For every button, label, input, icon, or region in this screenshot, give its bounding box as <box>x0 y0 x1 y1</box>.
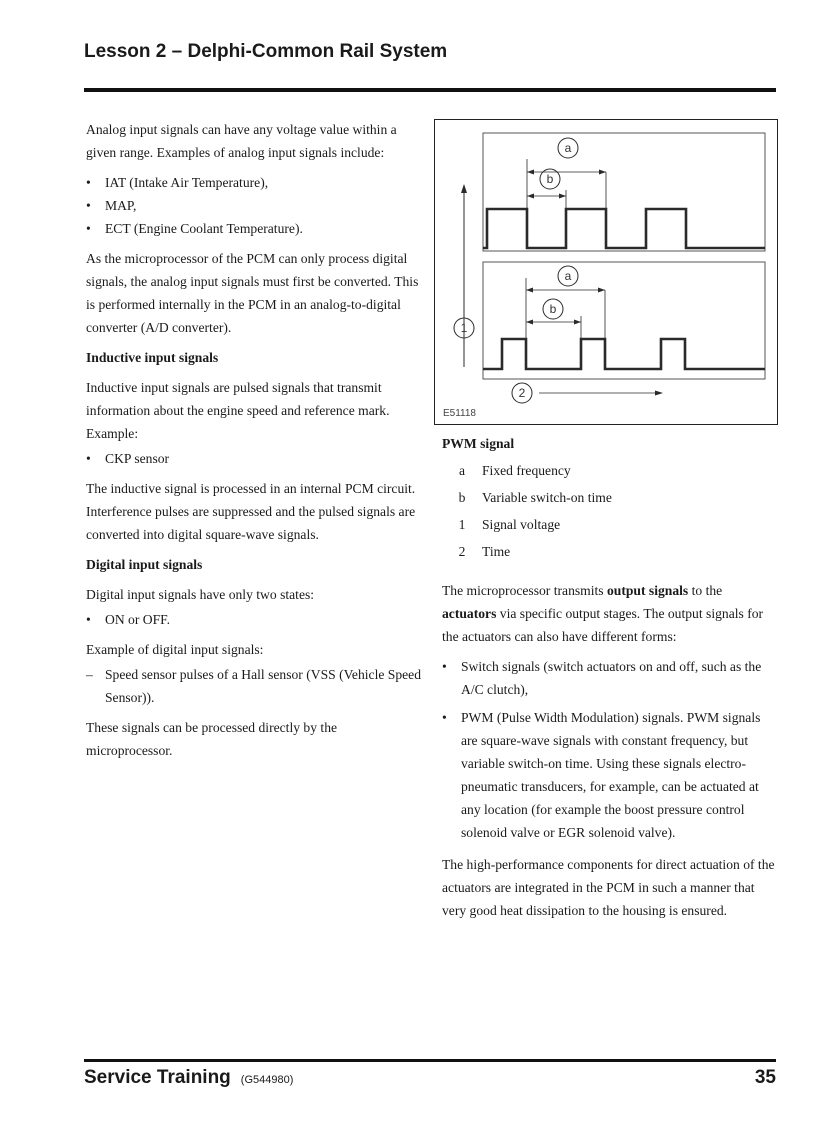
upper-panel-frame <box>483 133 765 251</box>
legend-key: a <box>458 463 466 478</box>
actuators-term: actuators <box>442 606 497 621</box>
inductive-paragraph: Inductive input signals are pulsed signals that transmit information about the engine speed and reference mark. Example: <box>86 380 390 441</box>
list-item-text: Speed sensor pulses of a Hall sensor (VSS (Vehicle Speed Sensor)). <box>105 667 421 705</box>
bullet-icon: • <box>86 451 91 466</box>
list-item-text: MAP, <box>105 198 137 213</box>
footer-rule <box>84 1059 776 1062</box>
callout-2-label: 2 <box>518 386 526 400</box>
list-item-text: IAT (Intake Air Temperature), <box>105 175 269 190</box>
legend-row <box>442 511 776 538</box>
callout-b-upper-label: b <box>546 172 554 186</box>
bullet-icon: • <box>442 659 447 674</box>
callout-a-upper-label: a <box>564 141 572 155</box>
upper-a-arrowhead-left <box>527 170 534 175</box>
bullet-icon: • <box>86 198 91 213</box>
list-item-text: Switch signals (switch actuators on and off, such as the A/C clutch), <box>461 659 762 697</box>
bullet-icon: • <box>86 221 91 236</box>
header-rule <box>84 88 776 92</box>
output-text-post: via specific output stages. The output signals for the actuators can also have different forms: <box>442 606 764 644</box>
page-header-title: Lesson 2 – Delphi-Common Rail System <box>84 41 448 62</box>
list-item <box>86 194 422 217</box>
list-item <box>86 663 422 709</box>
upper-square-wave <box>483 209 765 248</box>
pwm-signal-figure <box>434 119 778 425</box>
legend-key: b <box>458 490 466 505</box>
footer-title <box>84 1067 293 1091</box>
lower-square-wave <box>483 339 765 369</box>
output-forms-list <box>442 655 776 844</box>
list-item-text: ECT (Engine Coolant Temperature). <box>105 221 303 236</box>
list-item <box>442 655 776 701</box>
lower-b-arrowhead-right <box>574 320 581 325</box>
figure-caption-title: PWM signal <box>442 436 515 451</box>
list-item <box>86 171 422 194</box>
bullet-icon: • <box>86 175 91 190</box>
analog-intro: Analog input signals can have any voltage value within a given range. Examples of analog input signals include: <box>86 122 397 160</box>
callout-1-label: 1 <box>460 321 468 335</box>
list-item-text: CKP sensor <box>105 451 170 466</box>
pwm-signal-diagram <box>435 120 777 424</box>
digital-example-list <box>86 663 422 709</box>
lower-b-arrowhead-left <box>526 320 533 325</box>
legend-key: 2 <box>458 544 466 559</box>
closing-paragraph-right: The high-performance components for direct actuation of the actuators are integrated in the PCM in such a manner that very good heat dissipation to the housing is ensured. <box>442 857 775 918</box>
lower-a-arrowhead-left <box>526 288 533 293</box>
list-item <box>86 217 422 240</box>
legend-text: Fixed frequency <box>482 463 571 478</box>
output-signals-paragraph <box>442 579 776 648</box>
legend-text: Variable switch-on time <box>482 490 612 505</box>
upper-a-arrowhead-right <box>599 170 606 175</box>
output-text-pre: The microprocessor transmits <box>442 583 607 598</box>
footer-title-text: Service Training <box>84 1067 231 1088</box>
voltage-axis-arrowhead <box>461 184 467 193</box>
bullet-icon: • <box>442 710 447 725</box>
legend-row <box>442 457 776 484</box>
inductive-examples-list <box>86 447 422 470</box>
legend-key: 1 <box>458 517 466 532</box>
page-number: 35 <box>754 1067 776 1088</box>
output-signals-term: output signals <box>606 583 689 598</box>
list-item <box>86 447 422 470</box>
digital-paragraph: Digital input signals have only two states: <box>86 587 315 602</box>
list-item-text: PWM (Pulse Width Modulation) signals. PWM signals are square-wave signals with constant frequency, but variable switch-on time. Using these signals electro-pneumatic transducers, for example, can be actuated at any location (for example the boost pressure control solenoid valve or EGR solenoid valve). <box>461 710 761 840</box>
legend-text: Signal voltage <box>482 517 561 532</box>
list-item <box>442 706 776 844</box>
upper-b-arrowhead-left <box>527 194 534 199</box>
bullet-icon: • <box>86 612 91 627</box>
legend-row <box>442 484 776 511</box>
output-text-mid: to the <box>688 583 723 598</box>
digital-heading: Digital input signals <box>86 557 203 572</box>
callout-b-lower-label: b <box>549 302 557 316</box>
closing-paragraph-left: These signals can be processed directly by the microprocessor. <box>86 720 338 758</box>
time-axis-arrowhead <box>655 391 663 396</box>
conversion-paragraph: As the microprocessor of the PCM can only process digital signals, the analog input signals must first be converted. This is performed internally in the PCM in an analog-to-digital converter (A/D converter). <box>86 251 419 335</box>
figure-legend <box>442 457 776 565</box>
dash-icon: – <box>86 667 93 682</box>
legend-text: Time <box>482 544 511 559</box>
analog-examples-list <box>86 171 422 240</box>
left-column <box>86 118 422 769</box>
digital-states-list <box>86 608 422 631</box>
digital-example-paragraph: Example of digital input signals: <box>86 642 264 657</box>
figure-id: E51118 <box>443 408 476 419</box>
lower-a-arrowhead-right <box>598 288 605 293</box>
inductive-heading: Inductive input signals <box>86 350 219 365</box>
list-item <box>86 608 422 631</box>
inductive-processing-paragraph: The inductive signal is processed in an internal PCM circuit. Interference pulses are suppressed and the pulsed signals are converted into digital square-wave signals. <box>86 481 416 542</box>
right-column <box>442 432 776 929</box>
legend-row <box>442 538 776 565</box>
list-item-text: ON or OFF. <box>105 612 171 627</box>
footer-course-code: (G544980) <box>240 1074 294 1086</box>
callout-a-lower-label: a <box>564 269 572 283</box>
upper-b-arrowhead-right <box>559 194 566 199</box>
